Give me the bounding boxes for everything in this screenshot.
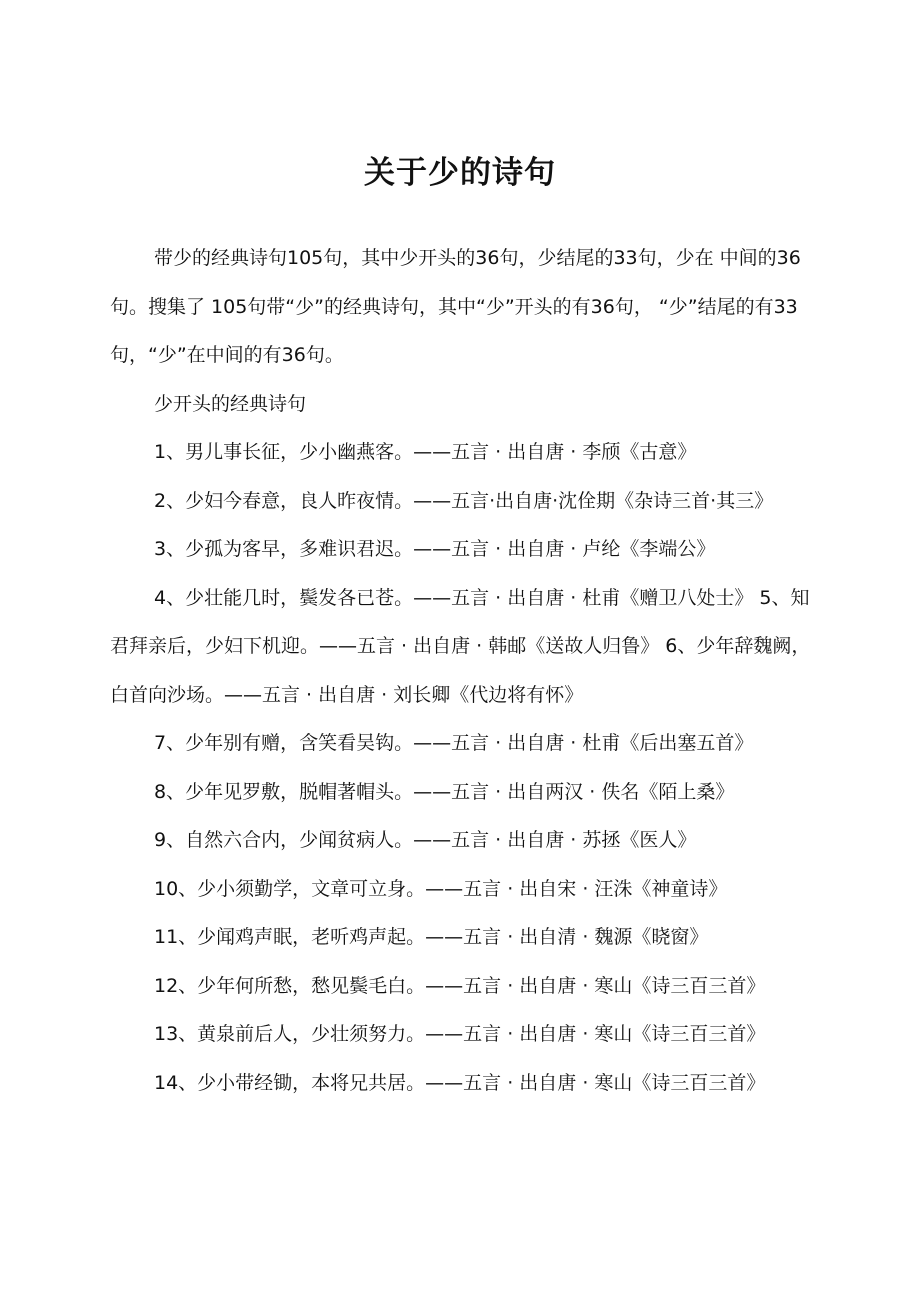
section-heading: 少开头的经典诗句 bbox=[154, 393, 307, 415]
document-title: 关于少的诗句 bbox=[364, 154, 556, 191]
poem-line: 9、自然六合内，少闻贫病人。——五言 · 出自唐 · 苏拯《医人》 bbox=[154, 829, 697, 851]
poem-line: 10、少小须勤学，文章可立身。——五言 · 出自宋 · 汪洙《神童诗》 bbox=[154, 877, 728, 900]
poem-list bbox=[110, 428, 822, 1107]
poem-line: 8、少年见罗敷，脱帽著帽头。——五言 · 出自两汉 · 佚名《陌上桑》 bbox=[154, 780, 735, 803]
poem-line: 3、少孤为客早，多难识君迟。——五言 · 出自唐 · 卢纶《李端公》 bbox=[154, 538, 716, 560]
poem-line: 13、黄泉前后人，少壮须努力。——五言 · 出自唐 · 寒山《诗三百三首》 bbox=[154, 1023, 766, 1045]
poem-line: 2、少妇今春意，良人昨夜情。——五言·出自唐·沈佺期《杂诗三首·其三》 bbox=[154, 489, 774, 512]
poem-line: 14、少小带经锄，本将兄共居。——五言 · 出自唐 · 寒山《诗三百三首》 bbox=[154, 1071, 766, 1094]
intro-paragraph: 带少的经典诗句105句，其中少开头的36句，少结尾的33句，少在 中间的36句。搜集了 105句带“少”的经典诗句，其中“少”开头的有36句， “少”结尾的有33句，“少”在中间的有36句。 bbox=[110, 247, 801, 366]
poem-line: 12、少年何所愁，愁见鬓毛白。——五言 · 出自唐 · 寒山《诗三百三首》 bbox=[154, 974, 766, 997]
poem-line: 1、男儿事长征，少小幽燕客。——五言 · 出自唐 · 李颀《古意》 bbox=[154, 441, 697, 463]
poem-line: 4、少壮能几时，鬓发各已苍。——五言 · 出自唐 · 杜甫《赠卫八处士》 5、知君拜亲后，少妇下机迎。——五言 · 出自唐 · 韩邮《送故人归鲁》 6、少年辞魏阙，白首向沙场。——五言 · 出自唐 · 刘长卿《代边将有怀》 bbox=[110, 586, 811, 706]
poem-line: 7、少年别有赠，含笑看吴钩。——五言 · 出自唐 · 杜甫《后出塞五首》 bbox=[154, 732, 754, 754]
poem-line: 11、少闻鸡声眠，老听鸡声起。——五言 · 出自清 · 魏源《晓窗》 bbox=[154, 926, 709, 948]
